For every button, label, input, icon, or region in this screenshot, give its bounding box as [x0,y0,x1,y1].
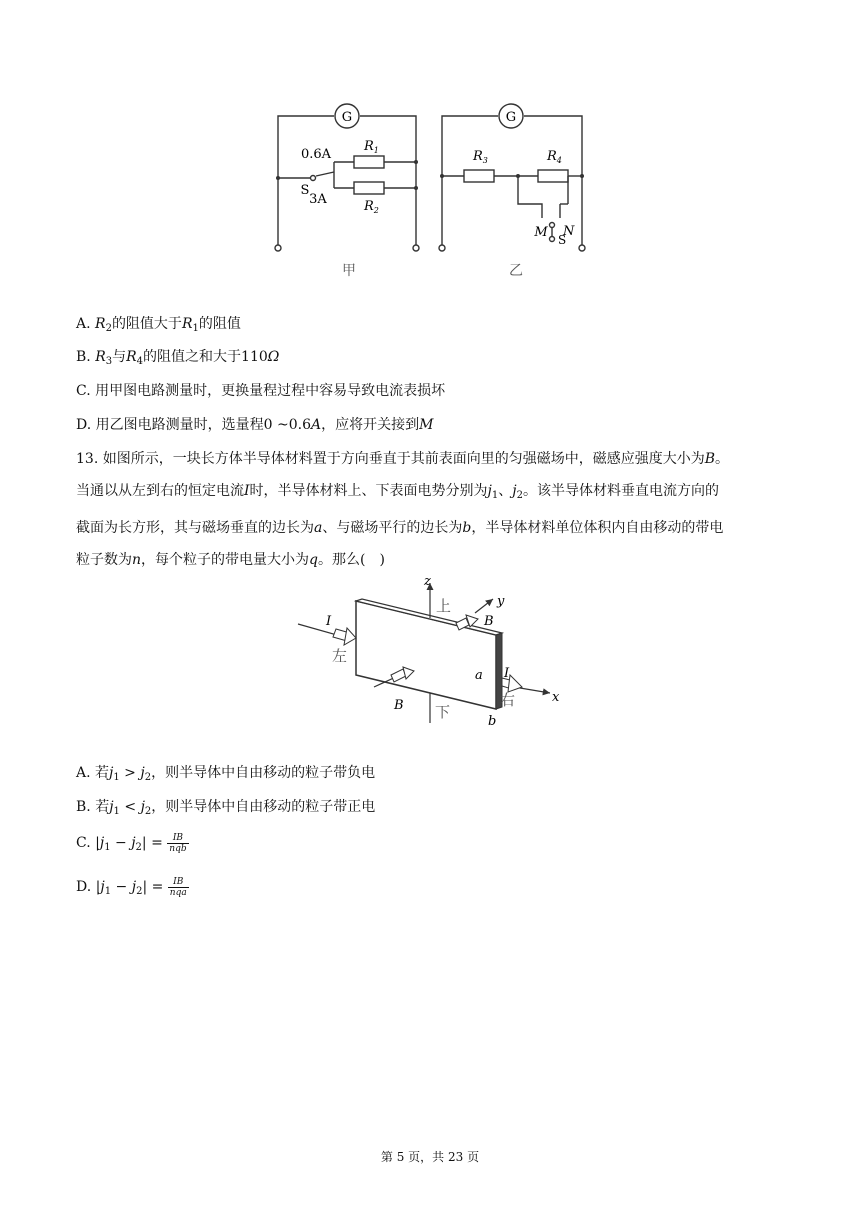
q13-line-4: 粒子数为n，每个粒子的带电量大小为q。那么( ) [76,552,385,568]
figure-label-jia: 甲 [342,263,356,279]
r1-sub: 1 [373,146,379,155]
axis-z-label: z [424,575,431,589]
circuit-figure [260,100,600,285]
q13-line-2: 当通以从左到右的恒定电流I时，半导体材料上、下表面电势分别为$j_1$、$j_2$。该半导体材料垂直电流方向的 [76,483,719,501]
q13-option-a: A. 若$j_1 > j_2$，则半导体中自由移动的粒子带负电 [76,765,376,783]
r3-sub: 3 [482,156,488,165]
edge-b-label: b [488,714,497,729]
m-label: M [534,225,548,240]
q13-line-1: 13. 如图所示，一块长方体半导体材料置于方向垂直于其前表面向里的匀强磁场中，磁感应强度大小为B。 [76,451,730,467]
galvanometer-label-yi: G [505,110,517,125]
b-label-top: B [484,614,494,629]
figure-label-yi: 乙 [509,263,523,279]
b-label-bottom: B [394,698,404,713]
switch-s-label-yi: S [558,233,567,247]
right-label: 右 [500,691,516,709]
r3-label: R [473,149,483,164]
q13-option-d: D. $|j_1 - j_2|$ = $\frac{IB}{\text{nqa}}$ [76,876,187,898]
r4-sub: 4 [556,156,562,165]
r2-label: R [364,199,374,214]
current-label-right: I [504,666,510,681]
q13-stem [76,443,784,576]
svg-text:R3 [472,149,488,165]
edge-a-label: a [475,668,483,683]
current-label-left: I [326,614,332,629]
q13-line-3: 截面为长方形，其与磁场垂直的边长为a、与磁场平行的边长为b，半导体材料单位体积内自由移动的带电 [76,520,724,536]
up-label: 上 [436,597,452,615]
range-3a-label: 3A [309,192,327,207]
switch-s-label-jia: S [300,183,310,198]
q12-option-c: C. 用甲图电路测量时，更换量程过程中容易导致电流表损坏 [76,383,446,399]
q12-option-a: A. $R_2$的阻值大于$R_1$的阻值 [76,316,241,334]
down-label: 下 [435,703,451,721]
axis-y-label: y [497,594,505,609]
semiconductor-figure [290,575,575,735]
r2-sub: 2 [373,206,379,215]
svg-text:R1 [363,139,379,155]
q13-option-b: B. 若$j_1 < j_2$，则半导体中自由移动的粒子带正电 [76,799,376,817]
fraction-d: $\frac{IB}{\text{nqa}}$ [169,876,187,898]
left-label: 左 [332,647,348,665]
q13-option-c: C. $|j_1 - j_2|$ = $\frac{IB}{\text{nqb}}$ [76,832,187,854]
galvanometer-label-jia: G [341,110,353,125]
axis-x-label: x [552,690,560,705]
q12-option-b: B. $R_3$与$R_4$的阻值之和大于110Ω [76,349,280,367]
fraction-c: $\frac{IB}{\text{nqb}}$ [169,832,187,854]
svg-text:R2 [363,199,379,215]
n-label: N [563,224,575,239]
r4-label: R [547,149,557,164]
page-footer: 第 5 页，共 23 页 [380,1150,480,1164]
r1-label: R [364,139,374,154]
range-06a-label: 0.6A [300,147,332,162]
q12-option-d: D. 用乙图电路测量时，选量程0 ~0.6A，应将开关接到M [76,417,434,433]
svg-text:R4 [546,149,562,165]
